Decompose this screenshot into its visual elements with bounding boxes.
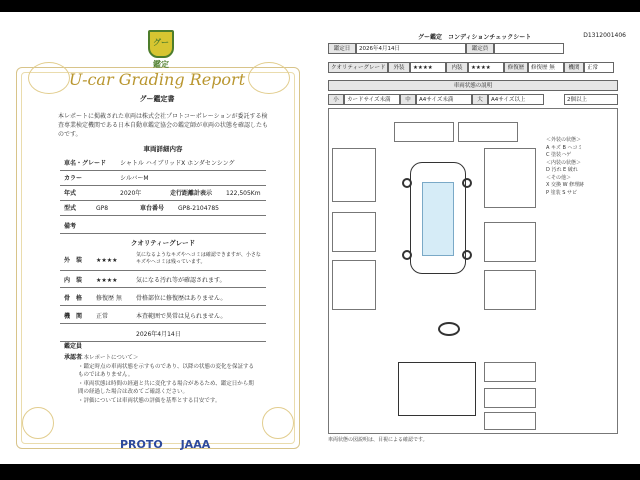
- note-box-interior-1: [484, 362, 536, 382]
- car-interior-diagram: [398, 362, 476, 416]
- appraiser-row: 鑑定員: [64, 343, 83, 350]
- grade-exterior-label: 外装: [388, 62, 410, 73]
- date-value: 2026年4月14日: [356, 43, 466, 54]
- date-row: 2026年4月14日: [60, 328, 266, 342]
- checksheet-footer: 車両状態の図説明は、目視による確認です。: [328, 437, 428, 443]
- wheel-rear-right-icon: [462, 250, 472, 260]
- notes-heading: ＜本レポートについて＞: [78, 355, 139, 361]
- proto-logo: PROTO: [120, 438, 163, 451]
- quality-row-interior: 内 装 ★★★★ 気になる汚れ等が確認されます。: [60, 274, 266, 288]
- quality-row-frame: 骨 格 修復歴 無 骨格部位に修復歴はありません。: [60, 292, 266, 306]
- grade-exterior-value: ★★★★: [410, 62, 446, 73]
- legend-text: ＜外装の状態＞ A キズ B ヘコミ C 塗装ハゲ ＜内装の状態＞ D 汚れ E 破れ ＜その他＞ X 交換 W 修理跡 P 塗装 S サビ: [546, 137, 585, 196]
- checksheet-title: グー鑑定 コンディションチェックシート: [418, 34, 532, 41]
- checksheet-id: D1312001406: [583, 32, 626, 39]
- document-sheet: [0, 12, 640, 464]
- appraiser-label: 鑑定員: [466, 43, 494, 54]
- wheel-front-right-icon: [462, 178, 472, 188]
- info-row-name: 車名・グレード シャトル ハイブリッドX ホンダセンシング: [60, 157, 266, 171]
- grade-interior-label: 内装: [446, 62, 468, 73]
- date-label: 鑑定日: [328, 43, 356, 54]
- size-small-label: 小: [328, 94, 344, 105]
- wheel-front-left-icon: [402, 178, 412, 188]
- note-box-interior-2: [484, 388, 536, 408]
- corner-decoration: [22, 407, 54, 439]
- quality-row-engine: 機 関 正常 本査範囲で異常は見られません。: [60, 310, 266, 324]
- info-row-color: カラー シルバーM: [60, 172, 266, 186]
- jaaa-logo: JAAA: [180, 438, 211, 451]
- grade-interior-value: ★★★★: [468, 62, 504, 73]
- grade-engine-label: 機関: [564, 62, 584, 73]
- state-header: 車両状態の説明: [328, 80, 618, 91]
- note-box-top-1: [394, 122, 454, 142]
- size-multi-text: 2個以上: [564, 94, 618, 105]
- size-medium-label: 中: [400, 94, 416, 105]
- quality-row-exterior: 外 装 ★★★★ 気になるようなキズやヘコミは確認できますが、小さなキズやヘコミは残っています。: [60, 252, 266, 271]
- grade-label: クオリティーグレード: [328, 62, 388, 73]
- note-box-top-2: [458, 122, 518, 142]
- note-box-left-1: [332, 148, 376, 202]
- car-roof-glass: [422, 182, 454, 256]
- logo-bar: [120, 438, 210, 451]
- appraiser-value: [494, 43, 564, 54]
- grade-repair-label: 修復歴: [504, 62, 528, 73]
- note-box-left-3: [332, 260, 376, 310]
- report-subtitle: グー鑑定書: [139, 95, 175, 103]
- note-box-right-2: [484, 222, 536, 262]
- size-large-label: 大: [472, 94, 488, 105]
- info-row-model: 型式 GP8 車台番号 GP8-2104785: [60, 202, 266, 216]
- corner-decoration: [262, 407, 294, 439]
- note-box-right-1: [484, 148, 536, 208]
- grade-engine-value: 正常: [584, 62, 614, 73]
- size-medium-text: A4サイズ未満: [416, 94, 472, 105]
- section-quality-header: クオリティーグレード: [130, 239, 196, 247]
- report-title: U-car Grading Report: [68, 70, 246, 89]
- size-large-text: A4サイズ以上: [488, 94, 544, 105]
- note-box-right-3: [484, 270, 536, 310]
- intro-text: 本レポートに掲載された車両は株式会社プロトコーポレーションが委託する検査専業検定機関である日本自動車鑑定協会の鑑定師が車両の状態を確認したものです。: [58, 113, 269, 138]
- condition-check-sheet: [318, 12, 634, 464]
- grade-repair-value: 修復歴 無: [528, 62, 564, 73]
- info-row-year: 年式 2020年 走行距離計表示 122,505Km: [60, 187, 266, 201]
- note-box-interior-3: [484, 412, 536, 430]
- goo-badge-icon: グー鑑定: [148, 30, 174, 58]
- notes-text: ・鑑定時点の車両状態を示すものであり、以降の状態の変化を保証するものではありません。 ・車両状態は時間の経過と共に変化する場合があるため、鑑定日から期間の経過した場合は改めてご確認ください。 ・評価については車両状態の評価を基準とする目安です。: [78, 363, 255, 404]
- note-box-left-2: [332, 212, 376, 252]
- wheel-rear-left-icon: [402, 250, 412, 260]
- size-small-text: カードサイズ未満: [344, 94, 400, 105]
- info-row-remarks: 備考: [60, 220, 266, 234]
- steering-wheel-icon: [438, 322, 460, 336]
- notes-block: [78, 354, 258, 405]
- section-car-header: 車両詳細内容: [143, 145, 183, 153]
- approval-row: 承認者: [64, 354, 83, 361]
- grading-certificate: [8, 12, 306, 464]
